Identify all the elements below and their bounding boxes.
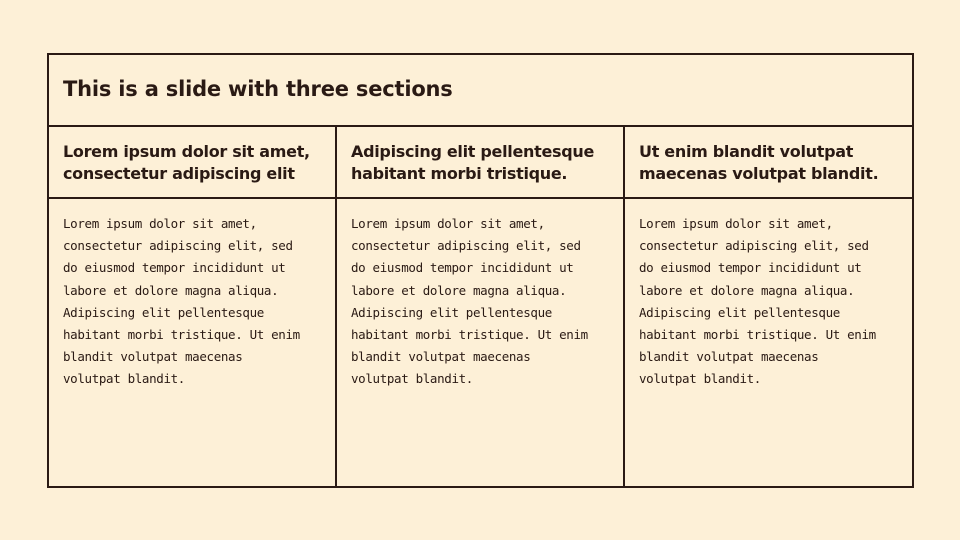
section-3 bbox=[625, 127, 912, 486]
section-2-heading: Adipiscing elit pellentesque habitant morbi tristique. bbox=[351, 142, 595, 183]
section-1-body: Lorem ipsum dolor sit amet, consectetur adipiscing elit, sed do eiusmod tempor incididunt ut labore et dolore magna aliqua. Adipiscing elit pellentesque habitant morbi tristique. Ut enim blandit volutpat maecenas volutpat blandit. bbox=[63, 216, 300, 387]
section-1-header bbox=[49, 127, 335, 199]
slide-frame bbox=[47, 53, 914, 488]
section-1 bbox=[49, 127, 337, 486]
section-1-heading: Lorem ipsum dolor sit amet, consectetur adipiscing elit bbox=[63, 142, 310, 183]
slide-title: This is a slide with three sections bbox=[63, 77, 453, 101]
title-row bbox=[49, 55, 912, 127]
section-3-body: Lorem ipsum dolor sit amet, consectetur adipiscing elit, sed do eiusmod tempor incididunt ut labore et dolore magna aliqua. Adipiscing elit pellentesque habitant morbi tristique. Ut enim blandit volutpat maecenas volutpat blandit. bbox=[639, 216, 876, 387]
section-2 bbox=[337, 127, 625, 486]
section-3-heading: Ut enim blandit volutpat maecenas volutpat blandit. bbox=[639, 142, 879, 183]
section-2-body: Lorem ipsum dolor sit amet, consectetur adipiscing elit, sed do eiusmod tempor incididunt ut labore et dolore magna aliqua. Adipiscing elit pellentesque habitant morbi tristique. Ut enim blandit volutpat maecenas volutpat blandit. bbox=[351, 216, 588, 387]
section-3-header bbox=[625, 127, 912, 199]
section-2-header bbox=[337, 127, 623, 199]
